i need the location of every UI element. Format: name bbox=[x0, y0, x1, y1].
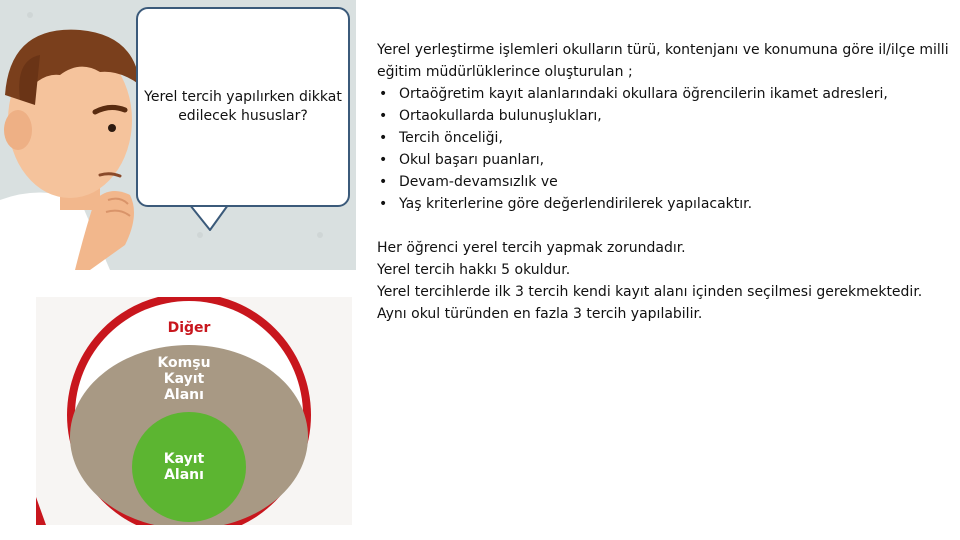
criteria-item: • Devam-devamsızlık ve bbox=[377, 171, 952, 193]
main-content bbox=[377, 39, 952, 325]
criteria-item: • Yaş kriterlerine göre değerlendirilerek yapılacaktır. bbox=[377, 193, 952, 215]
intro-paragraph: Yerel yerleştirme işlemleri okulların türü, kontenjanı ve konumuna göre il/ilçe milli eğitim müdürlüklerince oluşturulan ; bbox=[377, 42, 949, 80]
criteria-item: • Tercih önceliği, bbox=[377, 127, 952, 149]
criteria-item: • Ortaokullarda bulunuşlukları, bbox=[377, 105, 952, 127]
rules-block bbox=[377, 237, 952, 325]
outer-circle-label: Diğer bbox=[167, 320, 211, 336]
rule-line: Aynı okul türünden en fazla 3 tercih yapılabilir. bbox=[377, 306, 703, 322]
rule-line: Yerel tercih hakkı 5 okuldur. bbox=[377, 262, 571, 278]
middle-circle-label: Komşu Kayıt Alanı bbox=[157, 355, 211, 403]
criteria-item: • Okul başarı puanları, bbox=[377, 149, 952, 171]
rule-line: Her öğrenci yerel tercih yapmak zorundadır. bbox=[377, 240, 686, 256]
thinking-man-illustration bbox=[0, 0, 356, 270]
criteria-item: • Ortaöğretim kayıt alanlarındaki okullara öğrencilerin ikamet adresleri, bbox=[377, 83, 952, 105]
inner-circle-label: Kayıt Alanı bbox=[163, 451, 205, 483]
speech-bubble bbox=[136, 7, 350, 207]
speech-bubble-text: Yerel tercih yapılırken dikkat edilecek hususlar? bbox=[144, 89, 342, 124]
rule-line: Yerel tercihlerde ilk 3 tercih kendi kayıt alanı içinden seçilmesi gerekmektedir. bbox=[377, 284, 923, 300]
registration-area-diagram bbox=[36, 297, 352, 525]
criteria-list bbox=[377, 83, 952, 215]
outer-ring-edge bbox=[36, 497, 46, 525]
